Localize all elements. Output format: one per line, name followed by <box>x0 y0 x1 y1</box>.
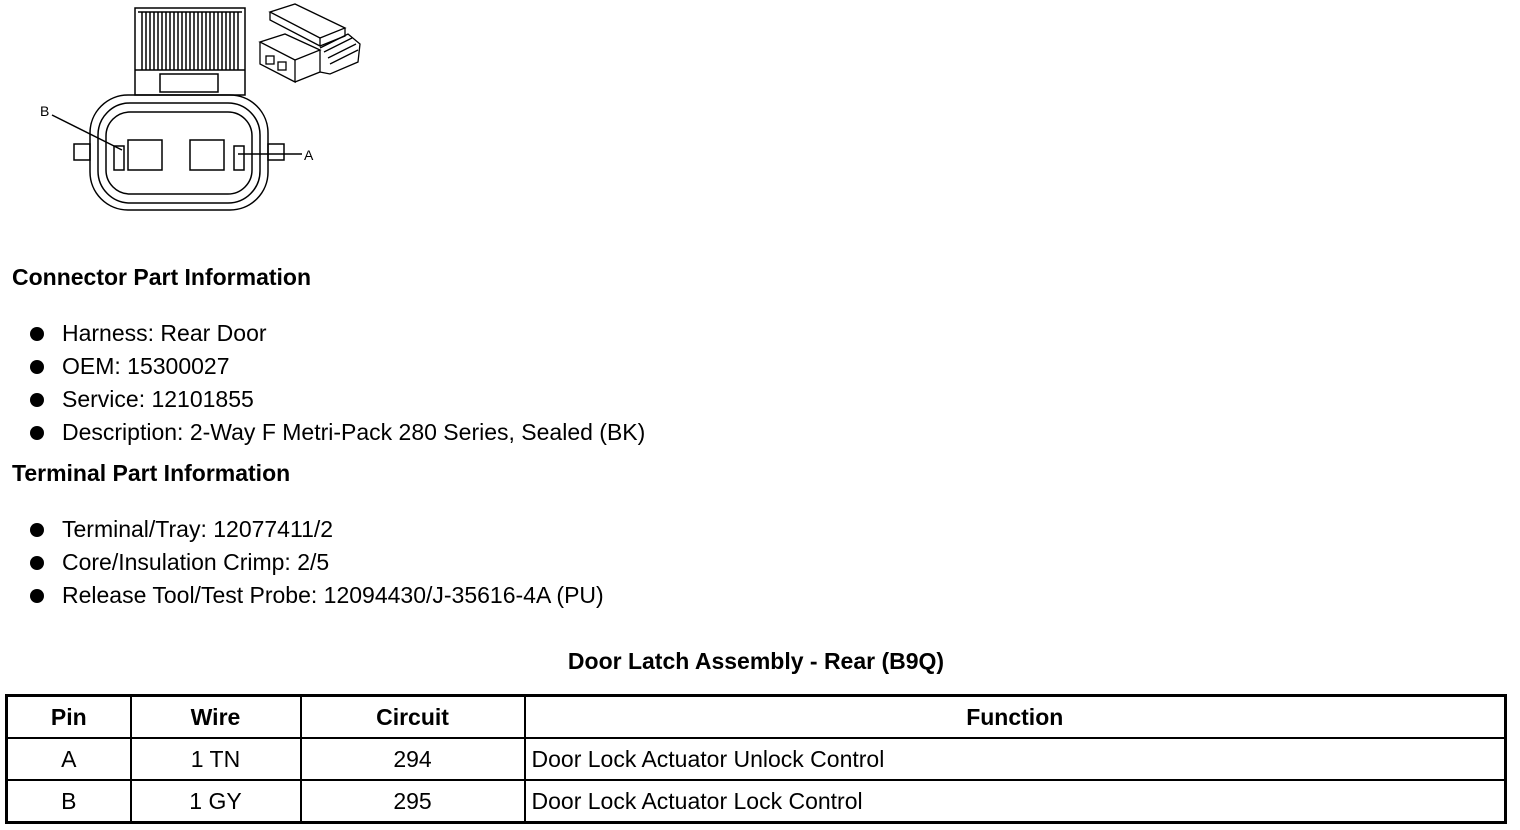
callout-a-label: A <box>304 147 314 163</box>
pin-cell: A <box>7 738 131 780</box>
connector-isometric-view <box>250 0 370 90</box>
pin-table-title: Door Latch Assembly - Rear (B9Q) <box>567 648 945 674</box>
bullet-icon <box>30 523 44 537</box>
list-item: Core/Insulation Crimp: 2/5 <box>26 546 604 579</box>
list-item: Terminal/Tray: 12077411/2 <box>26 513 604 546</box>
table-header-row <box>7 696 1506 739</box>
list-item: Release Tool/Test Probe: 12094430/J-35616-4A (PU) <box>26 579 604 612</box>
bullet-icon <box>30 393 44 407</box>
column-header-pin: Pin <box>7 696 131 739</box>
bullet-icon <box>30 556 44 570</box>
connector-info-list <box>26 317 645 449</box>
circuit-cell: 295 <box>301 780 525 823</box>
terminal-info-heading: Terminal Part Information <box>12 460 291 486</box>
function-cell: Door Lock Actuator Lock Control <box>525 780 1506 823</box>
wire-cell: 1 TN <box>131 738 301 780</box>
wire-cell: 1 GY <box>131 780 301 823</box>
connector-info-heading: Connector Part Information <box>12 264 312 290</box>
column-header-function: Function <box>525 696 1506 739</box>
bullet-icon <box>30 360 44 374</box>
circuit-cell: 294 <box>301 738 525 780</box>
list-item: OEM: 15300027 <box>26 350 645 383</box>
list-item: Service: 12101855 <box>26 383 645 416</box>
table-row <box>7 738 1506 780</box>
bullet-icon <box>30 589 44 603</box>
pin-cell: B <box>7 780 131 823</box>
function-cell: Door Lock Actuator Unlock Control <box>525 738 1506 780</box>
column-header-wire: Wire <box>131 696 301 739</box>
table-row <box>7 780 1506 823</box>
callout-b-label: B <box>40 103 50 119</box>
terminal-info-list <box>26 513 604 612</box>
pin-table <box>5 694 1507 824</box>
bullet-icon <box>30 327 44 341</box>
column-header-circuit: Circuit <box>301 696 525 739</box>
list-item: Harness: Rear Door <box>26 317 645 350</box>
bullet-icon <box>30 426 44 440</box>
list-item: Description: 2-Way F Metri-Pack 280 Series, Sealed (BK) <box>26 416 645 449</box>
